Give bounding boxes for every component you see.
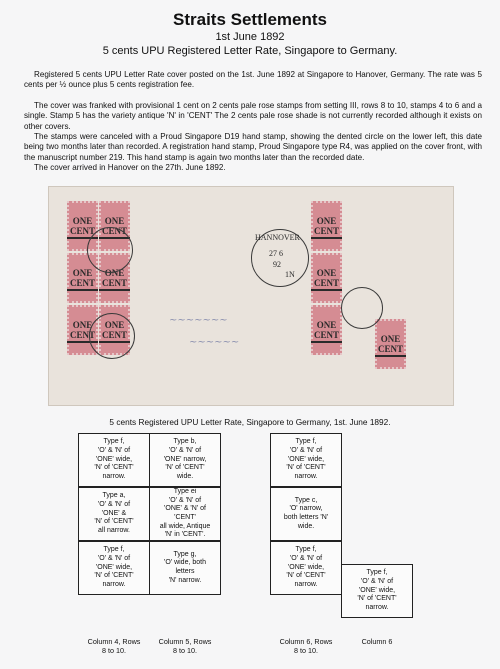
overprint-one: ONE [72, 268, 93, 278]
postmark-year: 92 [273, 260, 281, 269]
singapore-postmark [87, 227, 133, 273]
type-cell-c5r8: Type b, 'O' & 'N' of 'ONE' narrow, 'N' of 'CENT' wide. [149, 433, 221, 487]
type-cell-c4r8: Type f, 'O' & 'N' of 'ONE' wide, 'N' of 'CENT' narrow. [78, 433, 150, 487]
stamp-single [375, 319, 406, 369]
overprint-cent: CENT [101, 278, 127, 288]
overprint-cent: CENT [101, 226, 127, 236]
page-subtitle: 5 cents UPU Registered Letter Rate, Singapore to Germany. [102, 45, 398, 57]
overprint-one: ONE [72, 216, 93, 226]
stamp-c6r9 [311, 253, 342, 303]
type-cell-c6r8: Type f, 'O' & 'N' of 'ONE' wide, 'N' of 'CENT' narrow. [270, 433, 342, 487]
overprint-bar [311, 237, 342, 239]
overprint-bar [99, 289, 130, 291]
type-cell-c4r10: Type f, 'O' & 'N' of 'ONE' wide, 'N' of 'CENT' narrow. [78, 541, 150, 595]
postmark-slot: 1N [285, 270, 295, 279]
overprint-one: ONE [316, 320, 337, 330]
description-paragraph-1: Registered 5 cents UPU Letter Rate cover posted on the 1st. June 1892 at Singapore to Hanover, Germany. The rate was 5 cents per ½ ounce plus 5 cents registration fee. [24, 70, 482, 90]
overprint-one: ONE [104, 216, 125, 226]
column-label-4: Column 4, Rows 8 to 10. [87, 637, 141, 655]
overprint-one: ONE [316, 216, 337, 226]
overprint-one: ONE [104, 268, 125, 278]
overprint-one: ONE [380, 334, 401, 344]
overprint-cent: CENT [69, 330, 95, 340]
column-label-6-single: Column 6 [361, 637, 393, 646]
type-cell-c6r10: Type f, 'O' & 'N' of 'ONE' wide, 'N' of 'CENT' narrow. [270, 541, 342, 595]
type-cell-single: Type f, 'O' & 'N' of 'ONE' wide, 'N' of 'CENT' narrow. [341, 564, 413, 618]
overprint-one: ONE [72, 320, 93, 330]
overprint-cent: CENT [313, 278, 339, 288]
stamp-c6r8 [311, 201, 342, 251]
stamp-c6r10 [311, 305, 342, 355]
overprint-cent: CENT [313, 330, 339, 340]
type-cell-c4r9: Type a, 'O' & 'N' of 'ONE' & 'N' of 'CENT' all narrow. [78, 487, 150, 541]
page-date: 1st June 1892 [215, 31, 285, 43]
envelope-cover-image [48, 186, 454, 406]
postmark-city: HANNOVER [255, 233, 300, 242]
type-cell-c6r9: Type c, 'O' narrow, both letters 'N' wide. [270, 487, 342, 541]
overprint-bar [311, 341, 342, 343]
column-label-6: Column 6, Rows 8 to 10. [279, 637, 333, 655]
postmark-day: 27 6 [269, 249, 283, 258]
overprint-cent: CENT [101, 330, 127, 340]
overprint-one: ONE [104, 320, 125, 330]
singapore-postmark [89, 313, 135, 359]
singapore-postmark [341, 287, 383, 329]
column-label-5: Column 5, Rows 8 to 10. [158, 637, 212, 655]
overprint-cent: CENT [313, 226, 339, 236]
page-title: Straits Settlements [173, 10, 327, 29]
overprint-bar [311, 289, 342, 291]
overprint-bar [375, 355, 406, 357]
description-paragraph-3: The stamps were canceled with a Proud Singapore D19 hand stamp, showing the dented circle on the lower left, this date being two months later than recorded. A registration hand stamp, Proud Singapore type R4, was applied on the cover front, with the manuscript number 219. This hand stamp is again two months later than the recorded date. [24, 132, 482, 162]
overprint-cent: CENT [377, 344, 403, 354]
overprint-one: ONE [316, 268, 337, 278]
description-paragraph-2: The cover was franked with provisional 1 cent on 2 cents pale rose stamps from setting III, rows 8 to 10, stamps 4 to 6 and a single. Stamp 5 has the variety antique 'N' in 'CENT' The 2 cents pale rose shade is not currently recorded although it exists on other covers. [24, 101, 482, 131]
manuscript-address: ~~~~~~~ [169, 315, 228, 326]
overprint-bar [67, 289, 98, 291]
description-paragraph-4: The cover arrived in Hanover on the 27th. June 1892. [34, 163, 226, 172]
overprint-cent: CENT [69, 278, 95, 288]
overprint-cent: CENT [69, 226, 95, 236]
type-cell-c5r10: Type g, 'O' wide, both letters 'N' narrow. [149, 541, 221, 595]
cover-caption: 5 cents Registered UPU Letter Rate, Singapore to Germany, 1st. June 1892. [109, 417, 391, 427]
manuscript-address: ~~~~~~ [189, 337, 240, 348]
type-cell-c5r9: Type ei 'O' & 'N' of 'ONE' & 'N' of 'CENT' all wide, Antique 'N' in 'CENT'. [149, 487, 221, 541]
